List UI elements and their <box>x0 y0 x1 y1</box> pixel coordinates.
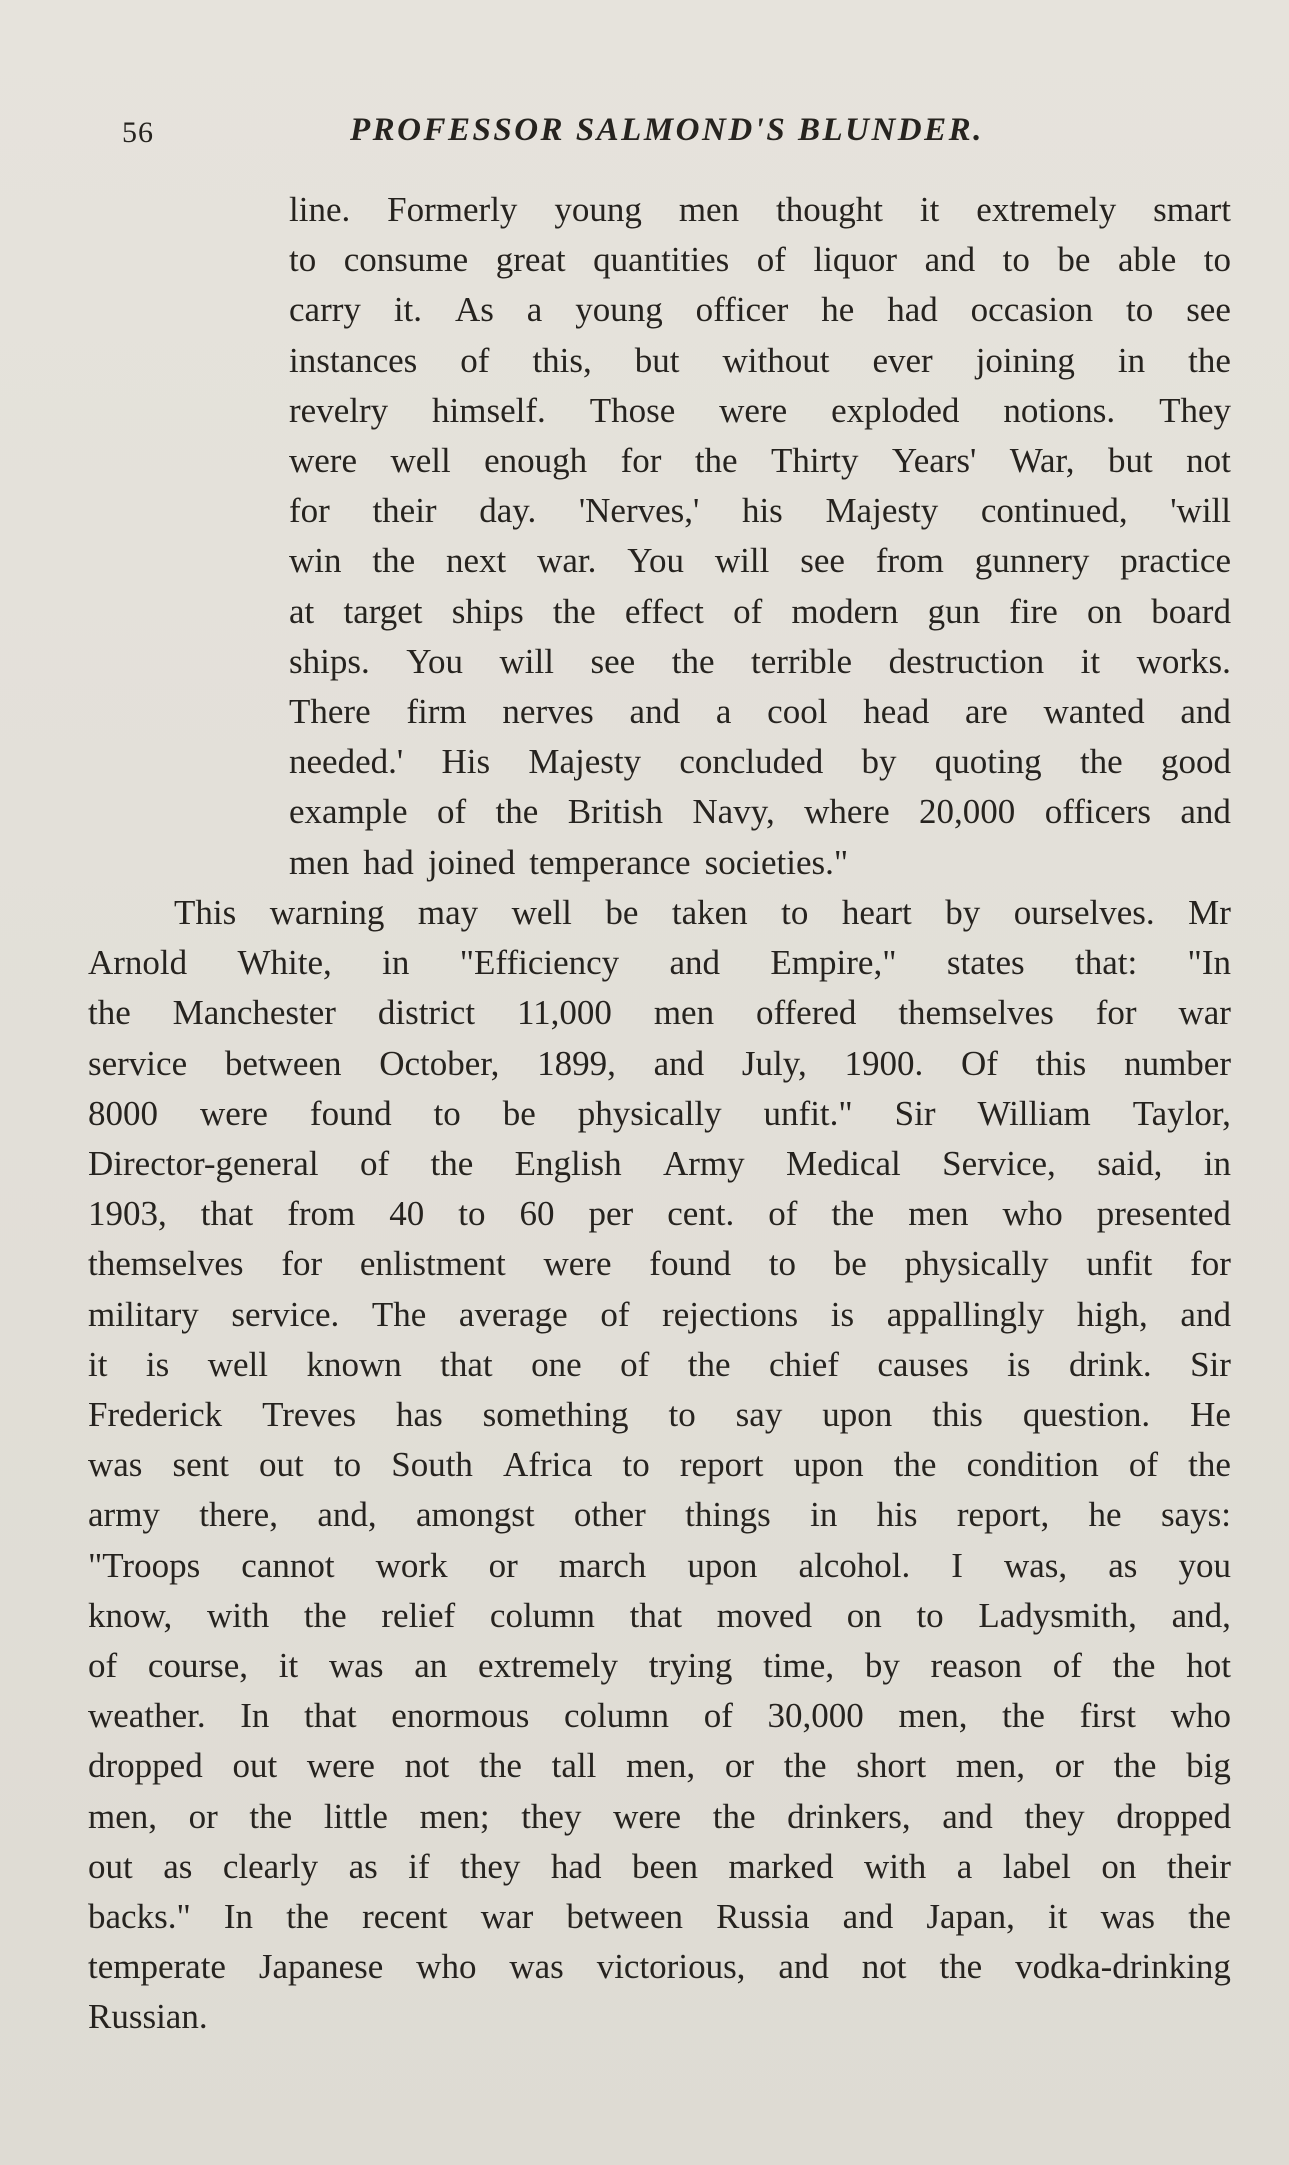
text-line: 1903, that from 40 to 60 per cent. of the men who presented <box>88 1194 1231 1234</box>
text-line: backs." In the recent war between Russia and Japan, it was the <box>88 1897 1231 1936</box>
text-line: themselves for enlistment were found to be physically unfit for <box>88 1244 1231 1284</box>
text-line: it is well known that one of the chief causes is drink. Sir <box>88 1344 1231 1384</box>
text-line: Arnold White, in "Efficiency and Empire," states that: "In <box>88 943 1231 983</box>
text-line: to consume great quantities of liquor and to be able to <box>289 240 1231 280</box>
text-line: revelry himself. Those were exploded notions. They <box>289 390 1231 430</box>
text-line: temperate Japanese who was victorious, and not the vodka-drinking <box>88 1947 1231 1987</box>
text-line: carry it. As a young officer he had occasion to see <box>289 290 1231 330</box>
text-line: men, or the little men; they were the drinkers, and they dropped <box>88 1796 1231 1836</box>
text-line: instances of this, but without ever joining in the <box>289 340 1231 380</box>
page-number: 56 <box>122 116 154 149</box>
text-line: example of the British Navy, where 20,000 officers and <box>289 792 1231 832</box>
text-line: know, with the relief column that moved on to Ladysmith, and, <box>88 1595 1231 1635</box>
text-line: army there, and, amongst other things in his report, he says: <box>88 1495 1231 1535</box>
text-line: There firm nerves and a cool head are wanted and <box>289 692 1231 731</box>
text-line: for their day. 'Nerves,' his Majesty continued, 'will <box>289 491 1231 531</box>
text-line: 8000 were found to be physically unfit." Sir William Taylor, <box>88 1093 1231 1133</box>
page-header <box>122 112 1232 162</box>
text-line: of course, it was an extremely trying time, by reason of the hot <box>88 1646 1231 1685</box>
text-line: ships. You will see the terrible destruction it works. <box>289 641 1231 681</box>
text-line: "Troops cannot work or march upon alcohol. I was, as you <box>88 1545 1231 1585</box>
text-line: were well enough for the Thirty Years' War, but not <box>289 441 1231 480</box>
text-line: Director-general of the English Army Medical Service, said, in <box>88 1144 1231 1183</box>
text-line: needed.' His Majesty concluded by quoting the good <box>289 742 1231 782</box>
text-line: win the next war. You will see from gunnery practice <box>289 541 1231 581</box>
text-line: the Manchester district 11,000 men offered themselves for war <box>88 993 1231 1033</box>
text-line: out as clearly as if they had been marked with a label on their <box>88 1846 1231 1886</box>
text-line: weather. In that enormous column of 30,000 men, the first who <box>88 1696 1231 1736</box>
text-line: military service. The average of rejections is appallingly high, and <box>88 1294 1231 1334</box>
text-line: dropped out were not the tall men, or the short men, or the big <box>88 1746 1231 1786</box>
text-line: This warning may well be taken to heart by ourselves. Mr <box>174 893 1231 932</box>
text-line: men had joined temperance societies." <box>289 842 849 882</box>
text-line: line. Formerly young men thought it extremely smart <box>289 190 1231 229</box>
running-head: PROFESSOR SALMOND'S BLUNDER. <box>350 112 984 148</box>
text-line: Frederick Treves has something to say upon this question. He <box>88 1395 1231 1434</box>
text-line: at target ships the effect of modern gun fire on board <box>289 591 1231 631</box>
text-line: Russian. <box>88 1997 208 2037</box>
text-line: was sent out to South Africa to report upon the condition of the <box>88 1445 1231 1485</box>
text-line: service between October, 1899, and July, 1900. Of this number <box>88 1043 1231 1083</box>
